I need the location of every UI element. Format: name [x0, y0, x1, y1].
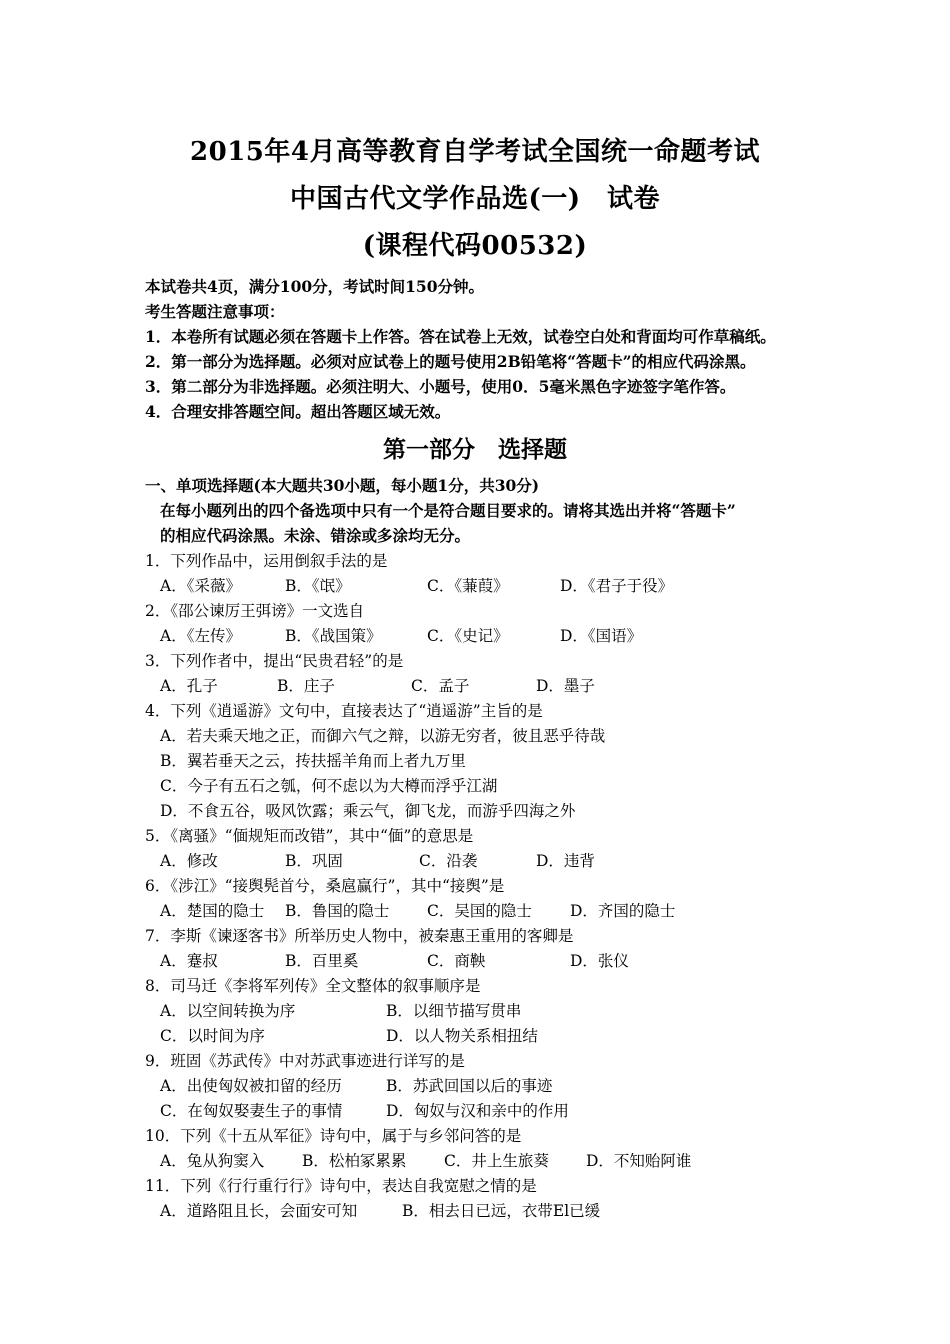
option: A．修改: [160, 852, 218, 870]
option: B．鲁国的隐士: [285, 902, 390, 920]
part-heading: 第一部分 选择题: [383, 436, 567, 463]
option: D．匈奴与汉和亲中的作用: [386, 1102, 569, 1120]
question-stem: 1．下列作品中，运用倒叙手法的是: [145, 552, 388, 570]
option: C．《蒹葭》: [427, 577, 509, 595]
option: B．百里奚: [285, 952, 359, 970]
course-code: (课程代码00532): [362, 231, 588, 261]
option: C．以时间为序: [160, 1027, 265, 1045]
question-stem: 2．《邵公谏厉王弭谤》一文选自: [145, 602, 365, 620]
option: A．出使匈奴被扣留的经历: [160, 1077, 342, 1095]
option: B．苏武回国以后的事迹: [386, 1077, 553, 1095]
option: C．在匈奴娶妻生子的事情: [160, 1102, 343, 1120]
option: C．沿袭: [419, 852, 478, 870]
notes-heading: 考生答题注意事项：: [145, 302, 285, 321]
option: B．《氓》: [285, 577, 351, 595]
option: D．不食五谷，吸风饮露；乘云气，御飞龙，而游乎四海之外: [160, 802, 576, 820]
option: A．兔从狗窦入: [160, 1152, 265, 1170]
option: D．《君子于役》: [560, 577, 674, 595]
instruction-line-2: 的相应代码涂黑。未涂、错涂或多涂均无分。: [160, 526, 471, 545]
note-3: 3．第二部分为非选择题。必须注明大、小题号，使用0．5毫米黑色字迹签字笔作答。: [145, 377, 736, 396]
question-stem: 5．《离骚》“偭规矩而改错”，其中“偭”的意思是: [145, 827, 474, 845]
option: A．《左传》: [160, 627, 241, 645]
question-stem: 7．李斯《谏逐客书》所举历史人物中，被秦惠王重用的客卿是: [145, 927, 574, 945]
option: D．齐国的隐士: [570, 902, 676, 920]
option: A．道路阻且长，会面安可知: [160, 1202, 358, 1220]
option: B．以细节描写贯串: [386, 1002, 522, 1020]
option: A．以空间转换为序: [160, 1002, 296, 1020]
question-stem: 11．下列《行行重行行》诗句中，表达自我宽慰之情的是: [145, 1177, 537, 1195]
question-stem: 3．下列作者中，提出“民贵君轻”的是: [145, 652, 404, 670]
question-stem: 10．下列《十五从军征》诗句中，属于与乡邻问答的是: [145, 1127, 522, 1145]
option: D．《国语》: [560, 627, 643, 645]
option: D．以人物关系相扭结: [386, 1027, 538, 1045]
option: C．《史记》: [427, 627, 509, 645]
question-stem: 8．司马迁《李将军列传》全文整体的叙事顺序是: [145, 977, 481, 995]
question-stem: 6．《涉江》“接舆髡首兮，桑扈赢行”，其中“接舆”是: [145, 877, 505, 895]
exam-info: 本试卷共4页，满分100分，考试时间150分钟。: [145, 277, 484, 296]
option: A．楚国的隐士: [160, 902, 265, 920]
section-title: 一、单项选择题(本大题共30小题，每小题1分，共30分): [145, 476, 540, 495]
option: C．井上生旅葵: [444, 1152, 549, 1170]
note-1: 1．本卷所有试题必须在答题卡上作答。答在试卷上无效，试卷空白处和背面均可作草稿纸。: [145, 327, 776, 346]
question-stem: 9．班固《苏武传》中对苏武事迹进行详写的是: [145, 1052, 465, 1070]
note-2: 2．第一部分为选择题。必须对应试卷上的题号使用2B铅笔将“答题卡”的相应代码涂黑。: [145, 352, 756, 371]
option: D．张仪: [570, 952, 629, 970]
option: D．违背: [536, 852, 595, 870]
option: C．孟子: [411, 677, 470, 695]
option: A．若夫乘天地之正，而御六气之辩，以游无穷者，彼且恶乎待哉: [160, 727, 606, 745]
option: A．孔子: [160, 677, 218, 695]
option: C．今子有五石之瓠，何不虑以为大樽而浮乎江湖: [160, 777, 498, 795]
note-4: 4．合理安排答题空间。超出答题区域无效。: [145, 402, 451, 421]
option: B．《战国策》: [285, 627, 382, 645]
option: C．吴国的隐士: [427, 902, 532, 920]
question-stem: 4．下列《逍遥游》文句中，直接表达了“逍遥游”主旨的是: [145, 702, 543, 720]
option: B．巩固: [285, 852, 343, 870]
exam-title: 2015年4月高等教育自学考试全国统一命题考试: [190, 137, 760, 167]
option: D．墨子: [536, 677, 595, 695]
option: A．《采薇》: [160, 577, 241, 595]
course-title: 中国古代文学作品选(一) 试卷: [289, 184, 661, 214]
option: B．翼若垂天之云，抟扶摇羊角而上者九万里: [160, 752, 466, 770]
option: C．商鞅: [427, 952, 486, 970]
option: B．相去日已远，衣带El已缓: [402, 1202, 601, 1220]
option: B．松柏冢累累: [302, 1152, 407, 1170]
option: D．不知贻阿谁: [586, 1152, 692, 1170]
instruction-line-1: 在每小题列出的四个备选项中只有一个是符合题目要求的。请将其选出并将“答题卡”: [160, 501, 736, 520]
option: B．庄子: [277, 677, 335, 695]
option: A．蹇叔: [160, 952, 218, 970]
